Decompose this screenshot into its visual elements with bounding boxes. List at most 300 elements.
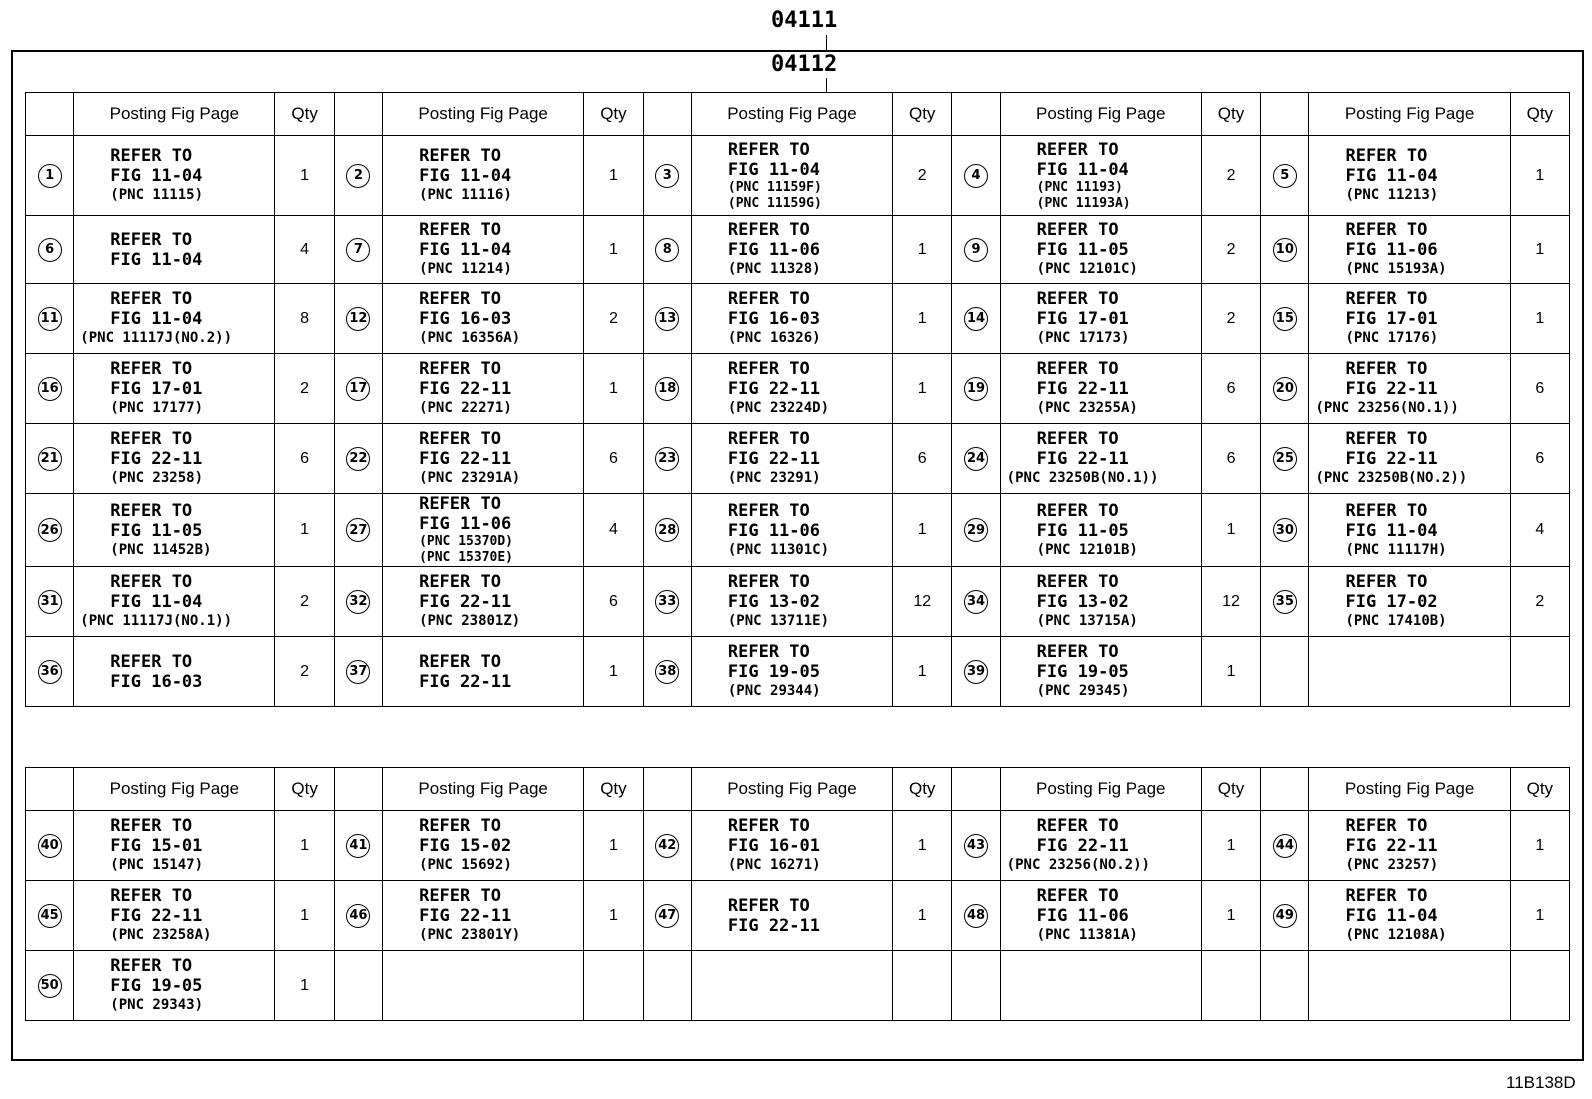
refer-line: REFER TO [727,895,810,916]
refer-line: FIG 15-02 [419,836,512,856]
refer-line: FIG 11-06 [1345,240,1438,260]
pnc-line: (PNC 11452B) [110,541,212,558]
refer-line: REFER TO [1345,429,1428,449]
refer-line: FIG 11-06 [727,520,820,541]
item-number-cell [952,811,1000,881]
pnc-line: (PNC 11213) [1345,187,1439,203]
refer-line: FIG 11-04 [419,166,512,186]
refer-line: FIG 11-04 [110,592,203,612]
header-posting-fig-page: Posting Fig Page [74,768,275,811]
header-qty: Qty [275,768,334,811]
refer-line: REFER TO [1345,500,1428,521]
item-number-badge: 14 [964,307,988,331]
header-num-cell [952,768,1000,811]
qty-cell [893,951,952,1021]
pnc-line: (PNC 29345) [1036,683,1130,699]
refer-line: FIG 22-11 [110,449,203,469]
pnc-line: (PNC 16271) [727,857,821,873]
pnc-line: (PNC 16356A) [419,330,521,346]
item-number-badge: 47 [655,904,679,928]
item-number-cell [1261,881,1309,951]
refer-line: FIG 22-11 [419,449,512,469]
item-number-badge: 35 [1273,590,1297,614]
pnc-line: (PNC 11117J(NO.1)) [80,613,232,629]
qty-cell: 1 [584,811,643,881]
item-number-cell [26,881,74,951]
table-row [26,136,1570,216]
posting-cell [383,567,584,637]
qty-cell: 1 [1201,811,1260,881]
qty-cell: 1 [275,811,334,881]
qty-cell: 1 [1510,881,1569,951]
item-number-badge: 18 [655,377,679,401]
refer-line: REFER TO [1345,289,1428,309]
item-number-badge: 37 [346,660,370,684]
item-number-badge: 31 [38,590,62,614]
refer-line: REFER TO [419,146,501,166]
item-number-cell [952,494,1000,567]
qty-cell: 1 [275,881,334,951]
pnc-line: (PNC 15370E) [419,550,513,565]
item-number-cell [643,284,691,354]
refer-line: REFER TO [110,651,193,672]
item-number-cell [1261,284,1309,354]
posting-cell [1000,354,1201,424]
item-number-cell [26,284,74,354]
item-number-badge: 19 [964,377,988,401]
header-num-cell [334,93,382,136]
refer-line: REFER TO [1036,289,1119,309]
item-number-badge: 10 [1273,238,1297,262]
posting-cell [1000,216,1201,284]
pnc-line: (PNC 13711E) [727,613,830,629]
item-number-badge: 17 [346,377,370,401]
pnc-line: (PNC 11115) [110,187,203,203]
item-number-badge: 5 [1273,164,1297,188]
header-posting-fig-page: Posting Fig Page [383,768,584,811]
refer-line: FIG 19-05 [727,662,820,682]
refer-line: REFER TO [1345,359,1428,379]
item-number-badge: 6 [38,238,62,262]
pnc-line: (PNC 11159G) [727,195,822,211]
item-number-badge: 26 [38,518,62,542]
refer-line: REFER TO [110,359,193,379]
qty-cell: 4 [275,216,334,284]
qty-cell [1510,637,1569,707]
item-number-cell [643,637,691,707]
item-number-cell [334,424,382,494]
posting-cell [74,136,275,216]
refer-line: FIG 11-04 [110,309,203,329]
item-number-badge: 46 [346,904,370,928]
pnc-line: (PNC 23258A) [110,927,212,943]
pnc-line: (PNC 23250B(NO.1)) [1006,470,1159,486]
header-row [26,768,1570,811]
posting-cell [1309,811,1510,881]
refer-line: FIG 22-11 [727,379,820,399]
item-number-cell [952,136,1000,216]
refer-line: REFER TO [110,816,193,836]
qty-cell: 2 [1201,216,1260,284]
posting-cell [691,354,892,424]
refer-line: REFER TO [727,289,810,309]
qty-cell: 1 [893,216,952,284]
item-number-badge: 33 [655,590,679,614]
item-number-badge: 9 [964,238,988,262]
posting-cell [691,216,892,284]
item-number-badge: 11 [38,307,62,331]
refer-line: FIG 22-11 [1345,449,1438,469]
item-number-badge: 50 [38,974,62,998]
item-number-cell [334,811,382,881]
header-qty: Qty [1510,93,1569,136]
header-posting-fig-page: Posting Fig Page [1000,768,1201,811]
refer-line: REFER TO [419,651,501,672]
refer-line: FIG 17-01 [110,379,203,399]
item-number-badge: 24 [964,447,988,471]
header-row [26,93,1570,136]
item-number-cell [334,216,382,284]
pnc-line: (PNC 15692) [419,857,512,873]
qty-cell: 1 [584,216,643,284]
qty-cell: 6 [1510,354,1569,424]
qty-cell: 1 [275,494,334,567]
item-number-badge: 20 [1273,377,1297,401]
item-number-cell [334,951,382,1021]
qty-cell: 6 [275,424,334,494]
item-number-cell [1261,216,1309,284]
refer-line: REFER TO [419,816,501,836]
item-number-badge: 36 [38,660,62,684]
item-number-cell [643,216,691,284]
assembly-code-inner: 04112 [771,52,838,77]
header-num-cell [1261,93,1309,136]
refer-line: REFER TO [1036,886,1119,906]
posting-cell [383,354,584,424]
posting-cell [1000,811,1201,881]
posting-cell [1000,284,1201,354]
pnc-line: (PNC 11193) [1036,179,1123,195]
refer-line: FIG 22-11 [419,906,512,926]
posting-cell [1309,637,1510,707]
posting-cell [383,881,584,951]
qty-cell: 8 [275,284,334,354]
item-number-cell [1261,494,1309,567]
qty-cell: 1 [893,494,952,567]
item-number-cell [26,811,74,881]
posting-cell [1309,424,1510,494]
refer-line: FIG 22-11 [1345,836,1438,856]
item-number-cell [26,136,74,216]
header-posting-fig-page: Posting Fig Page [1309,93,1510,136]
refer-line: FIG 22-11 [727,915,820,936]
item-number-badge: 8 [655,238,679,262]
pnc-line: (PNC 15370D) [419,534,513,549]
header-qty: Qty [275,93,334,136]
refer-line: REFER TO [110,289,193,309]
qty-cell: 1 [1201,494,1260,567]
refer-line: REFER TO [1345,146,1428,166]
item-number-badge: 32 [346,590,370,614]
parts-table-1 [25,92,1570,707]
refer-line: REFER TO [419,289,501,309]
refer-line: REFER TO [419,494,501,514]
qty-cell: 1 [584,637,643,707]
qty-cell: 12 [1201,567,1260,637]
item-number-cell [643,136,691,216]
item-number-cell [1261,567,1309,637]
qty-cell: 1 [275,951,334,1021]
refer-line: REFER TO [727,572,810,592]
item-number-badge: 49 [1273,904,1297,928]
posting-cell [691,567,892,637]
posting-cell [691,284,892,354]
posting-cell [1309,354,1510,424]
pnc-line: (PNC 16326) [727,330,821,346]
pnc-line: (PNC 15147) [110,857,203,873]
qty-cell: 1 [1510,216,1569,284]
refer-line: FIG 22-11 [1036,379,1129,399]
item-number-badge: 13 [655,307,679,331]
leader-line-inner [826,78,827,92]
qty-cell: 1 [893,284,952,354]
qty-cell: 6 [584,567,643,637]
item-number-badge: 39 [964,660,988,684]
item-number-badge: 16 [38,377,62,401]
pnc-line: (PNC 11381A) [1036,927,1138,943]
pnc-line: (PNC 11214) [419,261,512,277]
refer-line: REFER TO [110,146,193,166]
header-posting-fig-page: Posting Fig Page [691,93,892,136]
pnc-line: (PNC 23257) [1345,857,1439,873]
refer-line: FIG 11-04 [1036,159,1129,180]
refer-line: REFER TO [419,886,501,906]
posting-cell [691,951,892,1021]
refer-line: FIG 11-04 [419,240,512,260]
item-number-cell [334,881,382,951]
refer-line: REFER TO [1036,220,1119,240]
posting-cell [1309,136,1510,216]
leader-line-top [826,35,827,50]
qty-cell: 2 [275,354,334,424]
qty-cell: 1 [275,136,334,216]
qty-cell: 2 [1510,567,1569,637]
refer-line: FIG 19-05 [110,976,203,996]
item-number-badge: 38 [655,660,679,684]
refer-line: FIG 22-11 [1345,379,1438,399]
item-number-badge: 15 [1273,307,1297,331]
item-number-cell [26,637,74,707]
refer-line: REFER TO [727,642,810,662]
posting-cell [74,284,275,354]
refer-line: REFER TO [419,220,501,240]
item-number-cell [1261,637,1309,707]
refer-line: REFER TO [110,956,193,976]
header-posting-fig-page: Posting Fig Page [691,768,892,811]
pnc-line: (PNC 12101C) [1036,261,1138,277]
item-number-cell [643,881,691,951]
item-number-cell [334,567,382,637]
item-number-badge: 45 [38,904,62,928]
header-num-cell [643,768,691,811]
posting-cell [1000,567,1201,637]
item-number-badge: 4 [964,164,988,188]
pnc-line: (PNC 23256(NO.1)) [1315,400,1459,416]
refer-line: REFER TO [110,229,193,250]
posting-cell [691,136,892,216]
item-number-cell [643,354,691,424]
refer-line: FIG 16-03 [419,309,512,329]
assembly-code-top: 04111 [771,8,838,33]
posting-cell [74,951,275,1021]
refer-line: REFER TO [727,816,810,836]
pnc-line: (PNC 17410B) [1345,613,1447,629]
pnc-line: (PNC 12108A) [1345,927,1447,943]
posting-cell [74,567,275,637]
item-number-cell [26,567,74,637]
item-number-cell [952,284,1000,354]
header-qty: Qty [584,768,643,811]
refer-line: FIG 13-02 [1036,592,1129,612]
refer-line: REFER TO [1345,886,1428,906]
qty-cell [1201,951,1260,1021]
header-qty: Qty [893,768,952,811]
qty-cell: 1 [893,637,952,707]
item-number-badge: 2 [346,164,370,188]
pnc-line: (PNC 12101B) [1036,541,1138,558]
header-num-cell [1261,768,1309,811]
posting-cell [383,494,584,567]
item-number-badge: 27 [346,518,370,542]
refer-line: FIG 11-04 [1345,166,1438,186]
posting-cell [383,637,584,707]
header-qty: Qty [1201,93,1260,136]
header-posting-fig-page: Posting Fig Page [74,93,275,136]
item-number-badge: 1 [38,164,62,188]
pnc-line: (PNC 11117J(NO.2)) [80,330,232,346]
refer-line: REFER TO [1345,572,1428,592]
refer-line: FIG 11-04 [1345,906,1438,926]
item-number-badge: 7 [346,238,370,262]
refer-line: FIG 11-05 [1036,520,1129,541]
pnc-line: (PNC 17173) [1036,330,1130,346]
qty-cell: 1 [1510,284,1569,354]
refer-line: REFER TO [110,886,193,906]
qty-cell: 6 [893,424,952,494]
refer-line: FIG 11-04 [110,166,203,186]
posting-cell [1309,951,1510,1021]
pnc-line: (PNC 11116) [419,187,512,203]
header-posting-fig-page: Posting Fig Page [1309,768,1510,811]
header-qty: Qty [893,93,952,136]
qty-cell: 4 [584,494,643,567]
table-row [26,216,1570,284]
refer-line: FIG 22-11 [419,592,512,612]
item-number-cell [643,424,691,494]
item-number-cell [643,811,691,881]
posting-cell [1000,424,1201,494]
pnc-line: (PNC 23250B(NO.2)) [1315,470,1468,486]
posting-cell [691,811,892,881]
posting-cell [1309,881,1510,951]
item-number-cell [26,354,74,424]
posting-cell [74,494,275,567]
pnc-line: (PNC 23801Z) [419,613,521,629]
posting-cell [74,424,275,494]
table-row [26,881,1570,951]
refer-line: FIG 22-11 [1036,449,1129,469]
header-posting-fig-page: Posting Fig Page [1000,93,1201,136]
item-number-badge: 48 [964,904,988,928]
refer-line: REFER TO [727,429,810,449]
item-number-cell [952,216,1000,284]
qty-cell: 1 [1510,811,1569,881]
pnc-line: (PNC 17176) [1345,330,1439,346]
qty-cell [1510,951,1569,1021]
refer-line: REFER TO [1036,500,1119,521]
item-number-cell [334,637,382,707]
refer-line: FIG 11-06 [727,240,820,260]
item-number-badge: 22 [346,447,370,471]
item-number-cell [1261,811,1309,881]
refer-line: FIG 11-04 [110,249,203,270]
qty-cell: 1 [584,354,643,424]
item-number-cell [643,567,691,637]
refer-line: FIG 11-04 [1345,520,1438,541]
header-num-cell [26,93,74,136]
posting-cell [383,216,584,284]
item-number-cell [952,424,1000,494]
pnc-line: (PNC 29343) [110,997,203,1013]
posting-cell [1000,136,1201,216]
refer-line: REFER TO [1036,816,1119,836]
refer-line: REFER TO [1345,816,1428,836]
pnc-line: (PNC 11328) [727,261,821,277]
refer-line: REFER TO [1345,220,1428,240]
table-row [26,567,1570,637]
refer-line: REFER TO [110,429,193,449]
item-number-badge: 34 [964,590,988,614]
item-number-badge: 41 [346,834,370,858]
pnc-line: (PNC 29344) [727,683,821,699]
pnc-line: (PNC 11117H) [1345,541,1447,558]
refer-line: REFER TO [1036,642,1119,662]
qty-cell: 1 [893,811,952,881]
refer-line: FIG 11-05 [1036,240,1129,260]
table-row [26,284,1570,354]
posting-cell [74,811,275,881]
qty-cell: 1 [1510,136,1569,216]
item-number-badge: 30 [1273,518,1297,542]
refer-line: FIG 11-06 [419,514,512,534]
table-row [26,354,1570,424]
qty-cell: 2 [584,284,643,354]
header-qty: Qty [584,93,643,136]
refer-line: FIG 13-02 [727,592,820,612]
posting-cell [74,637,275,707]
refer-line: FIG 16-01 [727,836,820,856]
pnc-line: (PNC 23801Y) [419,927,521,943]
pnc-line: (PNC 23224D) [727,400,830,416]
refer-line: FIG 11-05 [110,520,203,541]
refer-line: REFER TO [110,500,193,521]
refer-line: FIG 17-01 [1036,309,1129,329]
refer-line: REFER TO [727,220,810,240]
posting-cell [1000,951,1201,1021]
posting-cell [1000,881,1201,951]
item-number-cell [26,424,74,494]
refer-line: REFER TO [419,359,501,379]
